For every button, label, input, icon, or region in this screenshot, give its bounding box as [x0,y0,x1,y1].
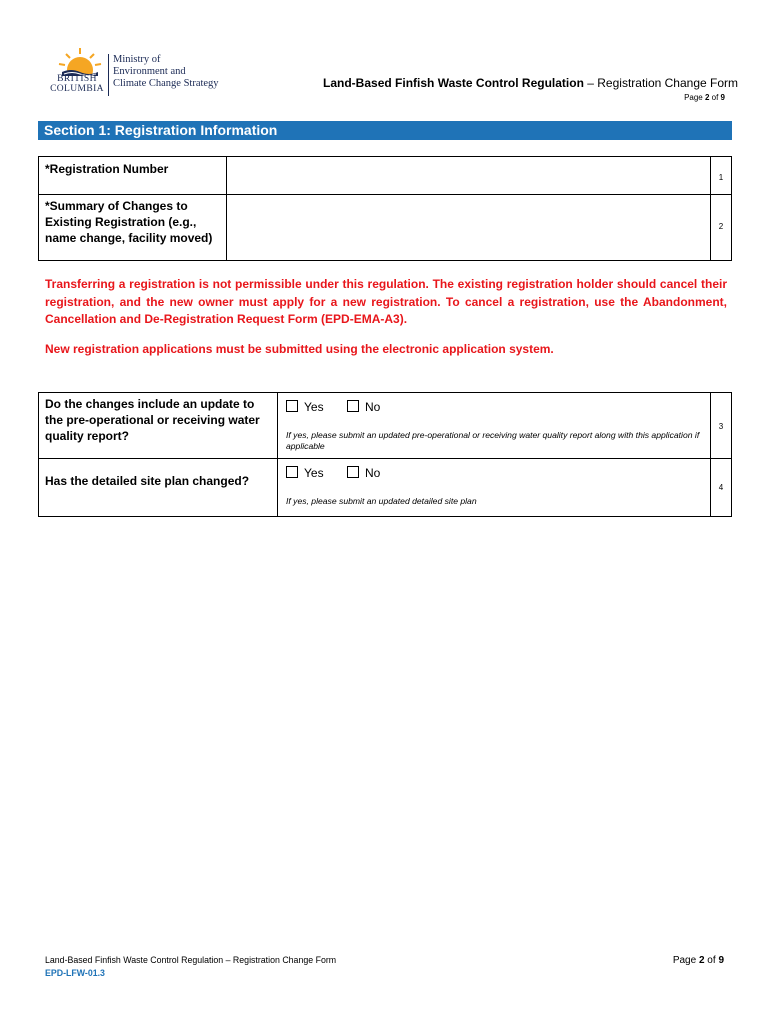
summary-of-changes-label: *Summary of Changes to Existing Registration (e.g., name change, facility moved) [45,199,213,245]
footer-page-total: 9 [718,955,724,966]
transfer-warning: Transferring a registration is not permissible under this regulation. The existing registration holder should cancel their registration, and the new owner must apply for a new registration. To cancel a registration, use the Abandonment, Cancellation and De-Registration Request Form (EPD-EMA-A3). [45,277,727,326]
site-plan-hint: If yes, please submit an updated detailed site plan [286,496,477,506]
yes-label: Yes [304,466,324,480]
logo-province-line1: BRITISH [57,74,97,84]
footer-page-of: of [704,955,719,966]
logo-province-line2: COLUMBIA [50,84,104,94]
header-page-prefix: Page [684,93,705,102]
no-label: No [365,400,381,414]
footer-form-title: Land-Based Finfish Waste Control Regulation – Registration Change Form [45,955,337,965]
checkbox-icon[interactable] [347,400,359,412]
site-plan-no-option[interactable] [347,466,380,480]
site-plan-question: Has the detailed site plan changed? [45,474,250,488]
table-divider [710,393,711,516]
bc-government-logo [50,44,230,100]
header-page-current: 2 [704,93,710,102]
header-page-indicator [684,93,725,102]
footer-page-indicator [673,955,724,966]
table-divider [226,157,227,260]
header-page-total: 9 [720,93,725,102]
checkbox-icon[interactable] [347,466,359,478]
ministry-name [113,54,219,90]
table-divider [277,393,278,516]
changes-table [38,392,732,517]
section-title: Section 1: Registration Information [38,121,732,140]
document-title [323,76,738,90]
table-divider [39,458,731,459]
bc-sun-emblem-icon [54,46,106,76]
water-quality-question: Do the changes include an update to the pre-operational or receiving water quality report? [45,397,260,443]
footer-page-prefix: Page [672,955,699,966]
water-quality-no-option[interactable] [347,400,380,414]
water-quality-hint: If yes, please submit an updated pre-operational or receiving water quality report along with this application if applicable [286,430,700,451]
logo-province-name [50,74,104,94]
ministry-line2: Environment and [113,66,186,77]
water-quality-yes-option[interactable] [286,400,324,414]
yes-label: Yes [304,400,324,414]
row-number: 2 [718,222,724,231]
document-title-bold: Land-Based Finfish Waste Control Regulation [323,76,584,90]
header-page-of: of [709,93,721,102]
registration-number-field[interactable] [228,157,709,194]
logo-divider [108,54,109,96]
row-number: 3 [718,422,724,431]
ministry-line3: Climate Change Strategy [113,78,219,89]
footer-form-code: EPD-LFW-01.3 [45,968,105,978]
registration-number-label: *Registration Number [45,162,169,176]
checkbox-icon[interactable] [286,466,298,478]
document-title-rest: – Registration Change Form [583,76,738,90]
footer-page-current: 2 [698,955,705,966]
no-label: No [365,466,381,480]
registration-table [38,156,732,261]
row-number: 4 [718,483,724,492]
new-applications-notice: New registration applications must be submitted using the electronic application system. [45,342,554,356]
summary-of-changes-field[interactable] [228,195,709,260]
row-number: 1 [718,173,724,182]
ministry-line1: Ministry of [113,54,161,65]
checkbox-icon[interactable] [286,400,298,412]
site-plan-yes-option[interactable] [286,466,324,480]
